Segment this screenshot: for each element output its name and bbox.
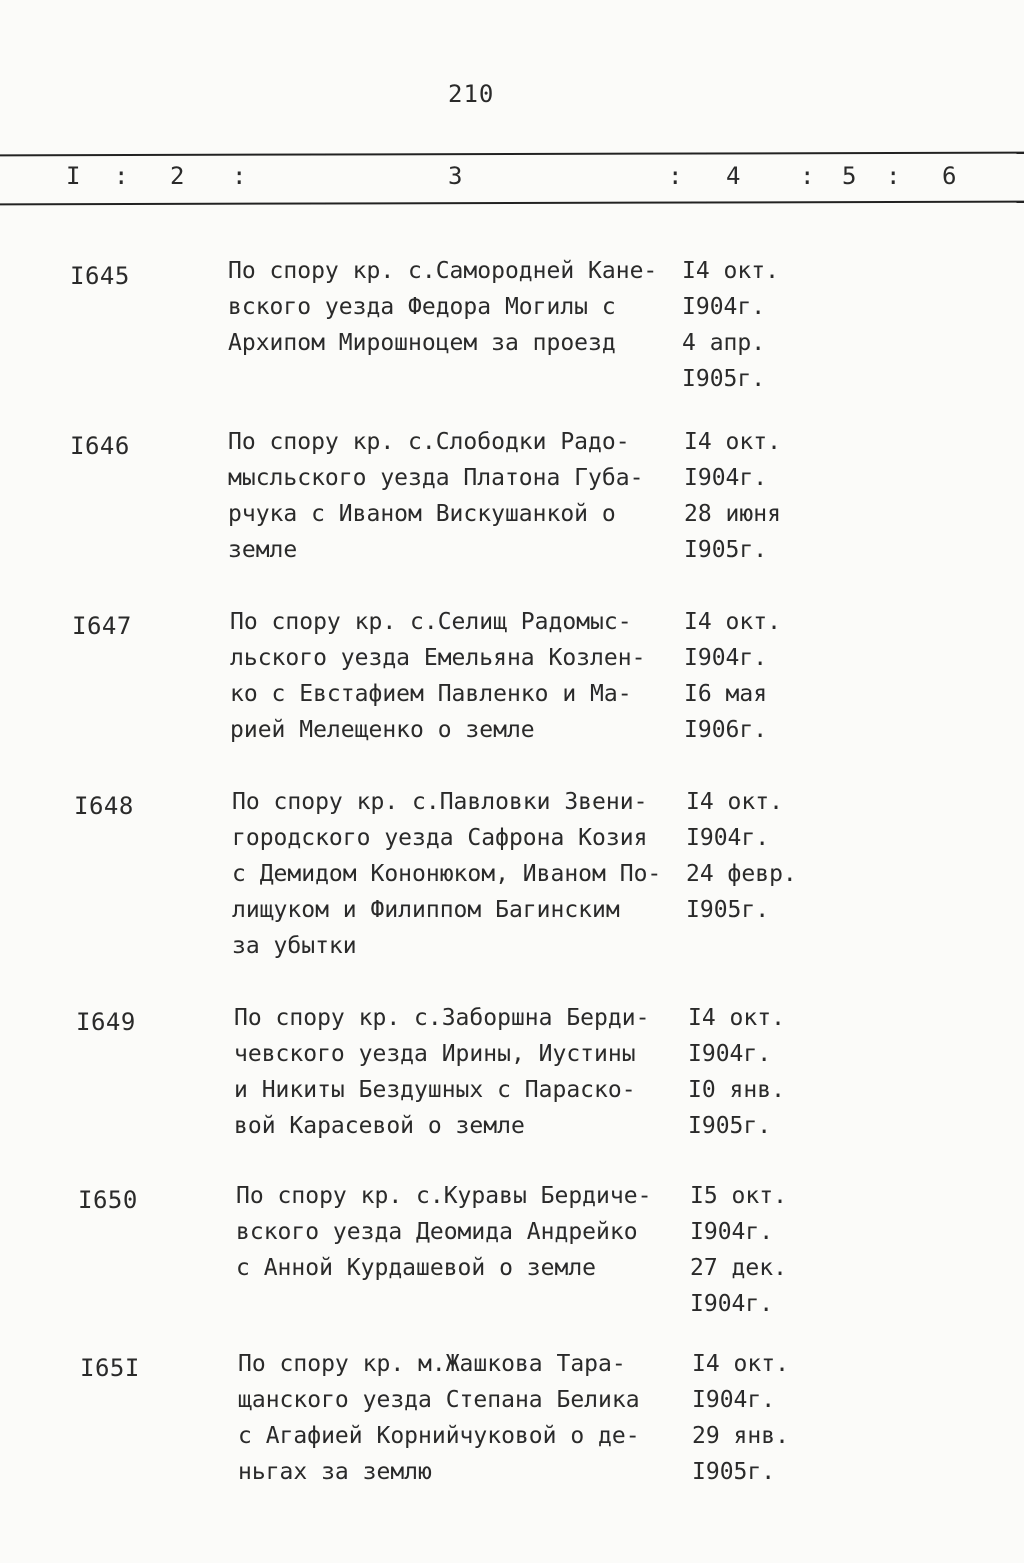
entry-id: I646 — [70, 432, 130, 460]
entry-id: I647 — [72, 612, 132, 640]
header-bottom-rule — [0, 201, 1024, 206]
header-col-1: I — [66, 162, 81, 190]
page-number: 210 — [448, 80, 495, 108]
entry-description: По спору кр. с.Куравы Бердиче- вского уезда Деомида Андрейко с Анной Курдашевой о земле — [236, 1183, 652, 1281]
header-col-2: 2 — [170, 162, 185, 190]
entry-dates: I4 окт. I904г. I0 янв. I905г. — [688, 1005, 785, 1139]
header-col-3: 3 — [448, 162, 463, 190]
header-separator: : — [800, 162, 815, 190]
header-col-4: 4 — [726, 162, 741, 190]
entry-description: По спору кр. с.Слободки Радо- мысльского уезда Платона Губа- рчука с Иваном Вискушанкой о земле — [228, 429, 644, 563]
entry-dates: I4 окт. I904г. 4 апр. I905г. — [682, 258, 779, 392]
header-top-rule — [0, 152, 1024, 157]
entry-dates: I4 окт. I904г. I6 мая I906г. — [684, 609, 781, 743]
entry-dates: I4 окт. I904г. 29 янв. I905г. — [692, 1351, 789, 1485]
entry-description: По спору кр. с.Заборшна Берди- чевского уезда Ирины, Иустины и Никиты Бездушных с Параско- вой Карасевой о земле — [234, 1005, 650, 1139]
header-col-6: 6 — [942, 162, 957, 190]
entry-dates: I4 окт. I904г. 28 июня I905г. — [684, 429, 781, 563]
entry-description: По спору кр. с.Селищ Радомыс- льского уезда Емельяна Козлен- ко с Евстафием Павленко и Ма- рией Мелещенко о земле — [230, 609, 646, 743]
entry-id: I650 — [78, 1186, 138, 1214]
entry-dates: I4 окт. I904г. 24 февр. I905г. — [686, 789, 797, 923]
header-separator: : — [886, 162, 901, 190]
entry-dates: I5 окт. I904г. 27 дек. I904г. — [690, 1183, 787, 1317]
header-separator: : — [232, 162, 247, 190]
header-separator: : — [114, 162, 129, 190]
entry-id: I648 — [74, 792, 134, 820]
entry-description: По спору кр. с.Самородней Кане- вского уезда Федора Могилы с Архипом Мирошноцем за проезд — [228, 258, 658, 356]
entry-description: По спору кр. м.Жашкова Тара- щанского уезда Степана Белика с Агафией Корнийчуковой о де- ньгах за землю — [238, 1351, 640, 1485]
entry-description: По спору кр. с.Павловки Звени- городского уезда Сафрона Козия с Демидом Кононюком, Иваном По- лищуком и Филиппом Багинским за убытки — [232, 789, 662, 959]
entry-id: I649 — [76, 1008, 136, 1036]
header-col-5: 5 — [842, 162, 857, 190]
header-separator: : — [668, 162, 683, 190]
entry-id: I645 — [70, 262, 130, 290]
entry-id: I65I — [80, 1354, 140, 1382]
